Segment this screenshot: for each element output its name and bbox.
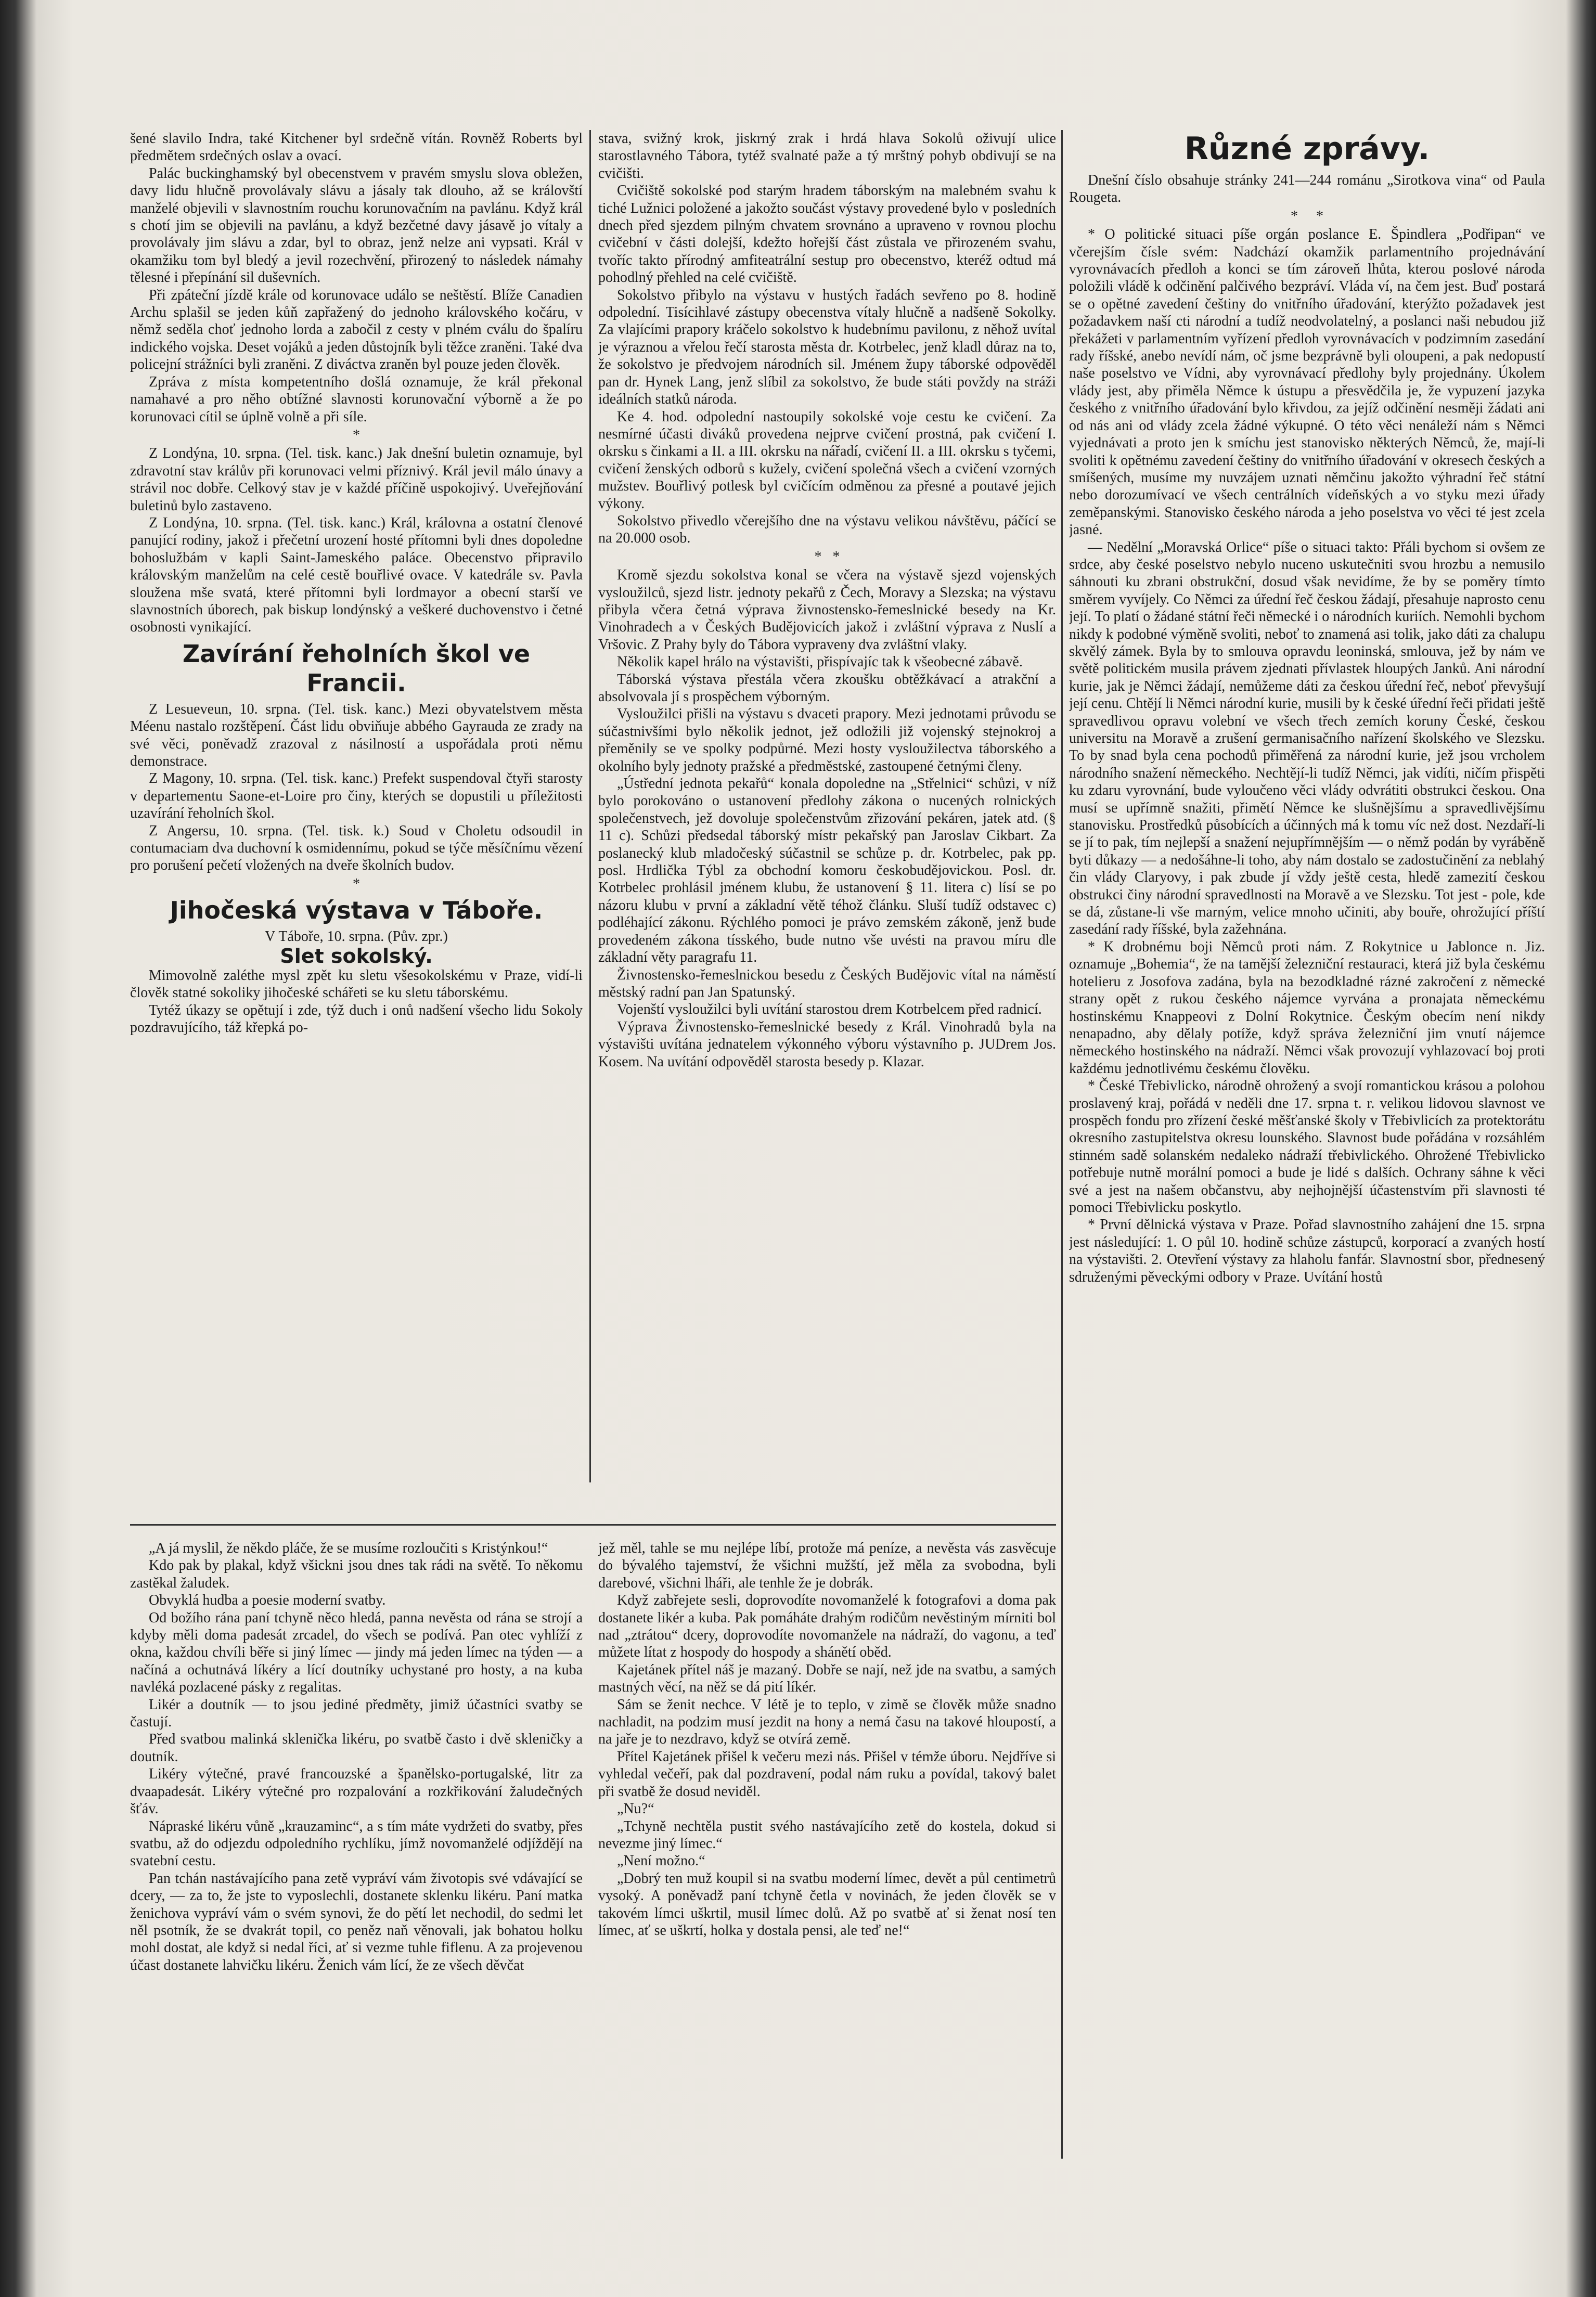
paragraph: Likéry výtečné, pravé francouzské a španělsko-portugalské, litr za dvaapadesát. Likéry výtečné pro rozpalování a rozkřikování žaludečných šťáv. — [130, 1766, 583, 1817]
paragraph: „Nu?“ — [617, 1801, 654, 1817]
paragraph: „Tchyně nechtěla pustit svého nastávajícího zetě do kostela, dokud si nevezme jiný límec.“ — [598, 1818, 1056, 1852]
paragraph: Kromě sjezdu sokolstva konal se včera na výstavě sjezd vojenských vysloužilců, sjezd listr. jednoty pekařů z Čech, Moravy a Slezska; na výstavu přibyla včera četná výprava živnostensko-řemeslnické besedy na Kr. Vinohradech a v Českých Budějovicích jakož i zvláštní výprava z Nuslí a Vršovic. Z Prahy byly do Tábora vypraveny dva zvláštní vlaky. — [598, 567, 1056, 653]
separator-star: * * — [814, 548, 840, 565]
paragraph: Z Londýna, 10. srpna. (Tel. tisk. kanc.) Král, královna a ostatní členové panující rodiny, jakož i přečetní urození hosté přítomni byli dnes dopoledne bohoslužbám v kapli Saint-Jameského paláce. Obecenstvo připravilo královským manželům na celé cestě bouřlivé ovace. V katedrále sv. Pavla sloužena mše svatá, které přítomni byli lordmayor a obecní starší ve slavnostních úborech, pak biskup londýnský a veškeré duchovenstvo i četné osobnosti vynikající. — [130, 514, 583, 636]
paragraph: Obvyklá hudba a poesie moderní svatby. — [149, 1592, 386, 1609]
separator-star: * * — [1291, 208, 1323, 224]
paragraph: Vysloužilci přišli na výstavu s dvaceti prapory. Mezi jednotami průvodu se súčastnivšími bylo několik jednot, jež odložili již vojenský stejnokroj a přeměnily se ve spolky podpůrné. Mezi hosty vysloužilectva táborského a okolního byly jednoty pražské a předměstské, zastoupené četnými členy. — [598, 706, 1056, 775]
column-rule — [589, 130, 591, 1482]
paragraph: Dnešní číslo obsahuje stránky 241—244 románu „Sirotkova vina“ od Paula Rougeta. — [1069, 172, 1545, 206]
dateline: V Táboře, 10. srpna. (Pův. zpr.) — [265, 928, 448, 945]
paragraph: Pan tchán nastávajícího pana zetě vypráví vám životopis své vdávající se dcery, — za to, že jste to vyposlechli, dostanete sklenku likéru. Paní matka ženichova vypráví vám o svém synovi, že do pětí let nechodil, do sedmi let něl psotník, že se dvakrát topil, co peněz naň věnovali, jak bohatou holku mohl dostat, ale když si nedal říci, ať si vezme tuhle fiflenu. A za projevenou účast dostanete lahvičku likéru. Ženich vám lící, že ze všech děvčat — [130, 1870, 583, 1973]
paragraph: jež měl, tahle se mu nejlépe líbí, protože má peníze, a nevěsta vás zasvěcuje do bývalého tajemství, že všichni mužští, jež měla za svobodna, byli darebové, všichni lháři, ale tenhle že je dobrák. — [598, 1540, 1056, 1591]
separator-star: * — [353, 875, 360, 892]
paragraph: Když zabřejete sesli, doprovodíte novomanželé k fotografovi a doma pak dostanete likér a kuba. Pak pomáháte drahým rodičům nevěstiným mírniti bol nad „ztrátou“ dcery, doprovodíte novomanžele na nádraží, do vagonu, a teď můžete lítat z hospody do hospody a shánětí oběd. — [598, 1592, 1056, 1661]
paragraph: Kdo pak by plakal, když všickni jsou dnes tak rádi na světě. To někomu zastěkal žaludek. — [130, 1557, 583, 1591]
paragraph: Při zpáteční jízdě krále od korunovace událo se neštěstí. Blíže Canadien Archu splašil se jeden kůň zapřažený do jednoho královského kočáru, v němž seděla choť jednoho lorda a zabočil z cesty v plném cválu do špalíru indického vojska. Deset vojáků a jeden důstojník byli těžce zraněni. Také dva policejní strážníci byli zraněni. Z diváctva zraněn byl pouze jeden člověk. — [130, 287, 583, 373]
feuilleton-column-left — [130, 1540, 583, 2159]
paragraph: Táborská výstava přestála včera zkoušku obtěžkávací a atrakční a absolvovala jí s prospěchem výborným. — [598, 671, 1056, 705]
paragraph: * O politické situaci píše orgán poslance E. Špindlera „Podřipan“ ve včerejším čísle svém: Nadchází okamžik parlamentního projednávání vyrovnávacích předloh a konci se tím zároveň lhůta, kterou poslové národa položili vládě k odčinění palčivého bezpráví. Vláda ví, na čem jest. Buď postará se o opětné zavedení češtiny do vnitřního úřadování, kterýžto požadavek jest požadavkem naší cti národní a tudíž neodvolatelný, a poslanci naši nebudou již překážeti v parlamentním vyřízení předloh vyrovnávacích v podzimním zasedání rady říšské, anebo nevídí nám, oč jsme bezprávně byli oloupeni, a pak nedopustí naše poselstvo ve Vídni, aby vyrovnávací předlohy byly projednány. Úkolem vlády jest, aby přiměla Němce k ústupu a přesvědčila je, že vypuzení jazyka českého z vnitřního úřadování bylo křivdou, za jejíž odčinění nesměji žádati ani od nás ani od vlády zcela žádné výkupné. O této věci nenáleží nám s Němci vyjednávati a proto jen k smíchu jest stanovisko některých Němců, že, mají-li svoliti k opětnému zavedení češtiny do vnitřního úřadování v okresech českých a smíšených, musíme my nuvzájem uznati němčinu jakožto výhradní řeč státní nebo dorozumívací ve všech centrálních vídeňských a vo styku mezi úřady zeměpanskými. Stanovisko českého národa a jeho poselstva vo věci té jest zcela jasné. — [1069, 226, 1545, 538]
subheading: Slet sokolský. — [280, 944, 433, 967]
paragraph: Mimovolně zaléthe mysl zpět ku sletu všesokolskému v Praze, vidí-li člověk statné sokoliky jihočeské schářeti se ku sletu táborskému. — [130, 967, 583, 1001]
paragraph: Přítel Kajetánek přišel k večeru mezi nás. Přišel v témže úboru. Nejdříve si vyhledal večeří, pak dal pozdravení, podal nám ruku a povídal, takový balet při svatbě že dosud neviděl. — [598, 1748, 1056, 1800]
paragraph: — Nedělní „Moravská Orlice“ píše o situaci takto: Přáli bychom si ovšem ze srdce, aby české poselstvo nebylo nuceno uskutečniti svou hrozbu a nemusilo sáhnouti ku zbrani obstrukční, dosud však nevidíme, že by se poměry tímto směrem vyvíjely. Co Němci za úřední řeč českou žádají, přesahuje naprosto cenu její. To platí o žádané státní řeči německé i o národních kuriích. Nemohli bychom nikdy k podobné výměně svoliti, neboť to znamená asi tolik, jako dáti za chalupu skvělý zámek. Byla by to smlouva opravdu leoninská, smlouva, jež by nám ve světě politickém musila právem zjednati přívlastek hloupých Janků. Ani národní kurie, jak je Němci žádají, nemůžeme dáti za českou úřední řeč, neboť převyšují její cenu. Chtějí li Němci národní kurie, musili by k české úřední řeči přidati ještě spravedlivou opravu volební ve všech třech zemích koruny České, českou universitu na Moravě a zrušení germanisačního nařízení školského ve Slezsku. To by snad byla cena pochodů přiměřená za národní kurie, jež jsou vrcholem národního snažení německého. Nechtějí-li tudíž Němci, jak vidíti, ničím přispěti ku zdaru vyrovnání, bude vyloučeno věci vlády odvrátiti obstrukci českou. Ona musí se upřímně snažiti, přimětí Němce ke slušnějšímu a spravedlivějšímu stanovisku. Prostředků působících a účinných má k tomu víc než dost. Nezdaří-li se jí to pak, tím nejlepší a snažení nejupřímnějším — o němž podán by vyráběně byti důkazy — a nedošáhne-li toho, aby nám dostalo se zadostučinění za neblahý čin vlády Claryovy, i pak zbude jí vždy ještě cesta, hledě zamezití českou obstrukci činy národní spravedlnosti na Moravě a ve Slezsku. Tot jest - pole, kde se dá, zůstane-li vše marným, velice mnoho učiniti, aby bouře, ohrožující příští zasedání rady říšské, byla zažehnána. — [1069, 539, 1545, 938]
paragraph: Několik kapel hrálo na výstavišti, přispívajíc tak k všeobecné zábavě. — [617, 654, 1023, 670]
article-heading: Jihočeská výstava v Táboře. — [170, 896, 543, 925]
paragraph: Živnostensko-řemeslnickou besedu z Českých Budějovic vítal na náměstí městský radní pan Jan Spatunský. — [598, 966, 1056, 1000]
paragraph: * České Třebivlicko, národně ohrožený a svojí romantickou krásou a polohou proslavený kraj, pořádá v neděli dne 17. srpna t. r. velikou lidovou slavnost ve prospěch fondu pro zřízení české měšťanské školy v Třebivlicích za protektorátu okresního zastupitelstva okresu lounského. Slavnost bude pořádána v rozsáhlém stinném sadě solanském nedaleko nádraží třebivlického. Ohrožené Třebivlicko potřebuje nutně morální pomoci a bude je lidé s dalších. Ochrany sáhne k věci své a jest na našem občanstvu, aby nejhojnější účastenstvím při slavnosti té pomoci Třebivlicku poskytlo. — [1069, 1078, 1545, 1216]
paragraph: Kajetánek přítel náš je mazaný. Dobře se nají, než jde na svatbu, a samých mastných věcí, na něž se dá pití líkér. — [598, 1661, 1056, 1696]
paragraph: Z Londýna, 10. srpna. (Tel. tisk. kanc.) Jak dnešní buletin oznamuje, byl zdravotní stav králův při korunovaci velmi příznivý. Král jevil málo únavy a strávil noc dobře. Celkový stav je v každé příčině uspokojivý. Uveřejňování buletinů bylo zastaveno. — [130, 445, 583, 514]
paragraph: Ke 4. hod. odpolední nastoupily sokolské voje cestu ke cvičení. Za nesmírné účasti diváků provedena nejprve cvičení prostná, pak cvičení I. okrsku s činkami a II. a III. okrsku na nářadí, cvičení II. a III. okrsku s tyčemi, cvičení ženských odborů s kužely, cvičení společná všech a cvičení vzorných mužstev. Bouřlivý potlesk byl cvičícím odměnou za přesné a poutavé jejich výkony. — [598, 408, 1056, 512]
paragraph: „Dobrý ten muž koupil si na svatbu moderní límec, devět a půl centimetrů vysoký. A poněvadž paní tchyně četla v novinách, že jeden člověk se v takovém límci uškrtil, musil límec dolů. Až po svatbě ať si ženat nosí ten límec, ať se uškrtí, holka y dostala pensi, ale teď ne!“ — [598, 1870, 1056, 1939]
paragraph: Palác buckinghamský byl obecenstvem v pravém smyslu slova obležen, davy lidu hlučně provolávaly slávu a jásaly tak dlouho, až se královští manželé objevili v slavnostním rouchu korunovačním na pavlánu. Když král s chotí jim se objevili na pavlánu, a když bezčetné davy jásavě jo vítaly a provolávaly jim slávu a zdar, byl to obraz, jenž nelze ani vypsati. Král v okamžiku tom byl bledý a jevil rozechvění, přirozený to následek námahy tělesné i přepínání sil duševních. — [130, 165, 583, 286]
column-3 — [1069, 130, 1545, 2169]
paragraph: Sám se ženit nechce. V létě je to teplo, v zimě se člověk může snadno nachladit, na podzim musí jezdit na hony a nemá času na takové hloupostí, a na jaře je to nezdravo, když se otvírá země. — [598, 1696, 1056, 1748]
paragraph: šené slavilo Indra, také Kitchener byl srdečně vítán. Rovněž Roberts byl předmětem srdečných oslav a ovací. — [130, 131, 583, 164]
feuilleton-column-right — [598, 1540, 1056, 2159]
column-rule — [1061, 130, 1063, 2159]
article-heading: Zavírání řeholních škol ve Francii. — [182, 639, 531, 697]
paragraph: Z Angersu, 10. srpna. (Tel. tisk. k.) Soud v Choletu odsoudil in contumaciam dva duchovní k osmidennímu, pokud se týče měsíčnímu vězení pro porušení pečetí vložených na dveře školních budov. — [130, 822, 583, 874]
paragraph: „A já myslil, že někdo pláče, že se musíme rozloučiti s Kristýnkou!“ — [149, 1540, 548, 1556]
paragraph: Zpráva z místa kompetentního došlá oznamuje, že král překonal namahavé a pro něho obtížné slavnosti korunovační výborně a že po korunovaci cítil se úplně volně a při síle. — [130, 373, 583, 425]
paragraph: * První dělnická výstava v Praze. Pořad slavnostního zahájení dne 15. srpna jest následující: 1. O půl 10. hodině schůze zástupců, korporací a zvaných hostí na výstavišti. 2. Otevření výstavy za hlaholu fanfár. Slavnostní sbor, přednesený sdruženými pěveckými odbory v Praze. Uvítání hostů — [1069, 1217, 1545, 1285]
paragraph: „Ústřední jednota pekařů“ konala dopoledne na „Střelnici“ schůzi, v níž bylo porokováno o ustanovení předlohy zákona o nucených rolnických společenstvech, jež dovoluje společenstvům zřizování pekáren, jatek atd. (§ 11 c). Schůzi předsedal táborský místr pekařský pan Jaroslav Cikbart. Za poslanecký klub mladočeský súčastnil se schůze p. dr. Kotrbelec, pak pp. posl. Hrdlička Týbl za obchodní komoru českobudějovickou. Posl. dr. Kotrbelec prohlásil jménem klubu, že ustanovení § 11. litera c) lísí se po názoru klubu v první a základní větě téhož článku. Sluší tudíž odstavec c) podléhající zákonu. Rýchlého pomoci je právo zemském zákoně, jenž bude provedeném zákona tísského, bude nutno vše uvésti na pravou míru dle základní věty paragrafu 11. — [598, 776, 1056, 966]
paragraph: Nápraské likéru vůně „krauzaminc“, a s tím máte vydržeti do svatby, přes svatbu, až do odjezdu odpoledního rychlíku, jímž novomanželé odjíždějí na svatební cestu. — [130, 1818, 583, 1869]
section-heading: Různé zprávy. — [1184, 131, 1430, 167]
paragraph: Od božího rána paní tchyně něco hledá, panna nevěsta od rána se strojí a kdyby měli doma padesát zrcadel, do všech se podívá. Pan otec vyhlíží z okna, každou chvíli běře si jiný límec — jindy má jeden límec na týden — a načíná a ochutnává líkéry a lící doutníky uchystané pro hosty, a na kuba navléká pozlacené pásky z regalitas. — [130, 1609, 583, 1696]
feuilleton-rule — [130, 1524, 1056, 1526]
separator-star: * — [353, 427, 360, 443]
paragraph: Před svatbou malinká sklenička likéru, po svatbě často i dvě skleničky a doutník. — [130, 1731, 583, 1765]
column-2 — [598, 130, 1056, 1534]
paragraph: Výprava Živnostensko-řemeslnické besedy z Král. Vinohradů byla na výstavišti uvítána jednatelem výkonného výboru výstavního p. JUDrem Jos. Kosem. Na uvítání odpověděl starosta besedy p. Klazar. — [598, 1018, 1056, 1070]
paragraph: Tytéž úkazy se opětují i zde, týž duch i onů nadšení všecho lidu Sokoly pozdravujícího, táž křepká po- — [130, 1002, 583, 1036]
paragraph: stava, svižný krok, jiskrný zrak i hrdá hlava Sokolů oživují ulice starostlavného Tábora, tytéž svalnaté paže a tý mrštný pohyb obdivují se na cvičišti. — [598, 131, 1056, 182]
paragraph: * K drobnému boji Němců proti nám. Z Rokytnice u Jablonce n. Jiz. oznamuje „Bohemia“, že na tamější železniční restauraci, která již byla českému hotelieru z Josofova zadána, byla na bezodkladné rázné zakročení z německé strany opět z rukou českého nájemce vyrvána a pronajata německému hostinskému Knappeovi z Dolní Rokytnice. Českým obecím není nikdy nenapadno, aby dělaly potíže, když správa železniční jim vnutí nájemce německého hostinského na nádraží. Němci však provozují vyhlazovací boj proti každému jednotlivému českému člověku. — [1069, 938, 1545, 1077]
paragraph: Z Lesueveun, 10. srpna. (Tel. tisk. kanc.) Mezi obyvatelstvem města Méenu nastalo rozštěpení. Část lidu obviňuje abbého Gayrauda ze zrady na své věci, poněvadž zrazoval z násilností a uspořádala proti němu demonstrace. — [130, 701, 583, 769]
paragraph: Z Magony, 10. srpna. (Tel. tisk. kanc.) Prefekt suspendoval čtyři starosty v departementu Saone-et-Loire pro činy, kterých se dopustili u příležitosti uzavírání řeholních škol. — [130, 770, 583, 822]
paragraph: Sokolstvo přibylo na výstavu v hustých řadách sevřeno po 8. hodině odpolední. Tisícihlavé zástupy obecenstva vítaly hlučně a nadšeně Sokolky. Za vlajícími prapory kráčelo sokolstvo k hudebnímu pavilonu, z něhož uvítal je výraznou a vřelou řečí starosta města dr. Kotrbelec, jenž kladl důraz na to, že sokolstvo je předvojem národních sil. Jménem župy táborské odpověděl pan dr. Hynek Lang, jenž slíbil za sokolstvo, že bude státi povždy na stráži ideálních statků národa. — [598, 287, 1056, 408]
paragraph: Likér a doutník — to jsou jediné předměty, jimiž účastníci svatby se častují. — [130, 1696, 583, 1731]
paragraph: „Není možno.“ — [617, 1853, 705, 1869]
paragraph: Cvičiště sokolské pod starým hradem táborským na malebném svahu k tiché Lužnici položené a jakožto součást výstavy provedené bylo v posledních dnech před sjezdem pilným chvatem srovnáno a upraveno v rovnou plochu cvičební v části dolejší, kdežto hořejší část zůstala ve přirozeném svahu, tvoříc takto přírodný amfiteatrální sestup pro obecenstvo, kteréž odtud má pohodlný přehled na celé cvičiště. — [598, 183, 1056, 286]
paragraph: Sokolstvo přivedlo včerejšího dne na výstavu velikou návštěvu, páčící se na 20.000 osob. — [598, 512, 1056, 547]
paragraph: Vojenští vysloužilci byli uvítání starostou drem Kotrbelcem před radnicí. — [617, 1001, 1042, 1018]
